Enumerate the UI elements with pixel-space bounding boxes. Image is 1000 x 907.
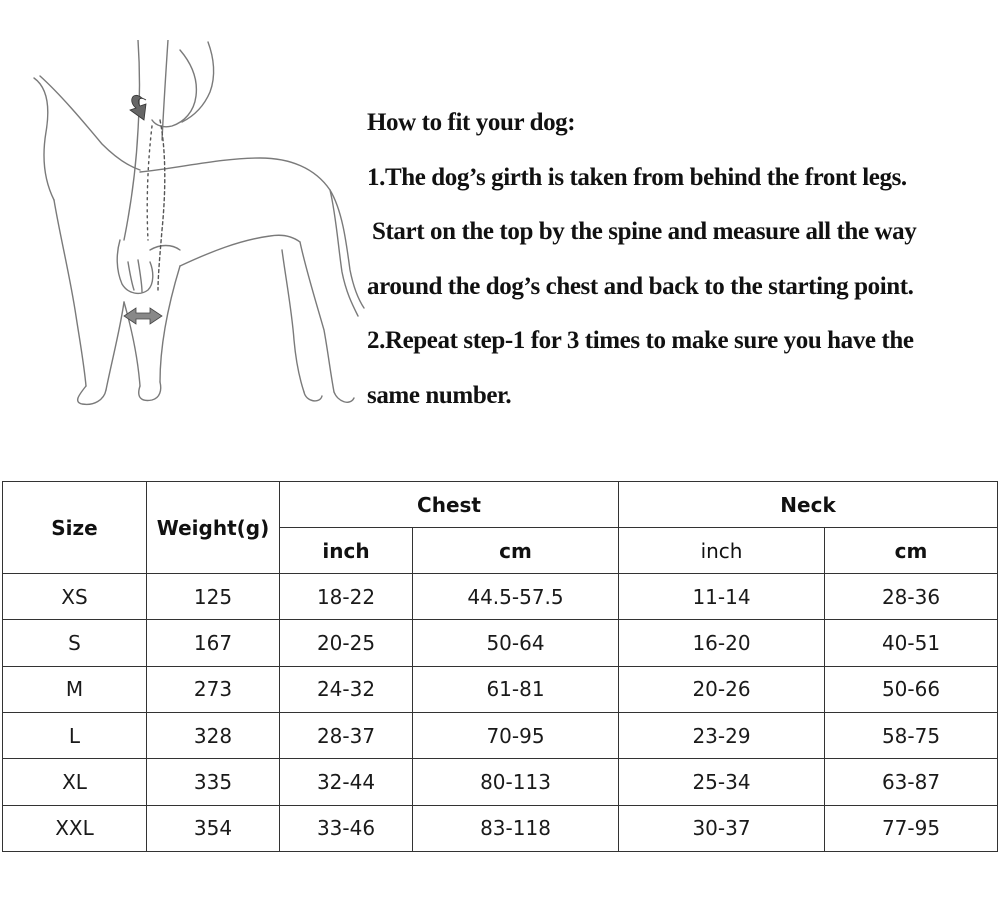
cell-neck-inch: 25-34 [619, 759, 825, 805]
cell-neck-cm: 40-51 [825, 620, 998, 666]
cell-chest-inch: 20-25 [280, 620, 413, 666]
step1-line3: around the dog’s chest and back to the starting point. [367, 272, 914, 300]
cell-weight: 273 [147, 666, 280, 712]
step1-line2: Start on the top by the spine and measure all the way [372, 218, 917, 245]
cell-size: S [3, 620, 147, 666]
cell-chest-inch: 32-44 [280, 759, 413, 805]
cell-neck-inch: 20-26 [619, 666, 825, 712]
cell-chest-cm: 50-64 [413, 620, 619, 666]
cell-neck-inch: 16-20 [619, 620, 825, 666]
cell-chest-inch: 33-46 [280, 805, 413, 851]
cell-weight: 328 [147, 712, 280, 758]
dog-measuring-illustration [20, 40, 365, 420]
header-chest-cm: cm [413, 528, 619, 574]
step2-line2: same number. [367, 381, 512, 409]
cell-chest-inch: 18-22 [280, 574, 413, 620]
header-chest: Chest [280, 482, 619, 528]
cell-chest-cm: 61-81 [413, 666, 619, 712]
cell-neck-cm: 77-95 [825, 805, 998, 851]
cell-neck-cm: 63-87 [825, 759, 998, 805]
cell-chest-inch: 28-37 [280, 712, 413, 758]
cell-chest-cm: 83-118 [413, 805, 619, 851]
instructions-heading: How to fit your dog: [367, 109, 576, 136]
cell-neck-cm: 58-75 [825, 712, 998, 758]
cell-chest-cm: 44.5-57.5 [413, 574, 619, 620]
table-row [3, 666, 998, 712]
cell-weight: 335 [147, 759, 280, 805]
header-chest-inch: inch [280, 528, 413, 574]
cell-neck-inch: 30-37 [619, 805, 825, 851]
cell-chest-inch: 24-32 [280, 666, 413, 712]
cell-neck-cm: 50-66 [825, 666, 998, 712]
cell-size: XL [3, 759, 147, 805]
size-chart-table [2, 481, 998, 852]
cell-size: L [3, 712, 147, 758]
header-neck-inch: inch [619, 528, 825, 574]
table-row [3, 805, 998, 851]
cell-weight: 354 [147, 805, 280, 851]
cell-weight: 125 [147, 574, 280, 620]
table-row [3, 759, 998, 805]
step2-line1: 2.Repeat step-1 for 3 times to make sure you have the [367, 327, 914, 354]
header-size: Size [3, 482, 147, 574]
table-row [3, 620, 998, 666]
cell-chest-cm: 80-113 [413, 759, 619, 805]
cell-chest-cm: 70-95 [413, 712, 619, 758]
cell-size: XS [3, 574, 147, 620]
cell-neck-cm: 28-36 [825, 574, 998, 620]
header-weight: Weight(g) [147, 482, 280, 574]
table-row [3, 712, 998, 758]
fit-instructions [367, 98, 997, 425]
cell-size: XXL [3, 805, 147, 851]
step1-line1: 1.The dog’s girth is taken from behind the front legs. [367, 163, 907, 191]
cell-neck-inch: 23-29 [619, 712, 825, 758]
header-neck-cm: cm [825, 528, 998, 574]
cell-neck-inch: 11-14 [619, 574, 825, 620]
header-neck: Neck [619, 482, 998, 528]
cell-size: M [3, 666, 147, 712]
table-row [3, 574, 998, 620]
cell-weight: 167 [147, 620, 280, 666]
